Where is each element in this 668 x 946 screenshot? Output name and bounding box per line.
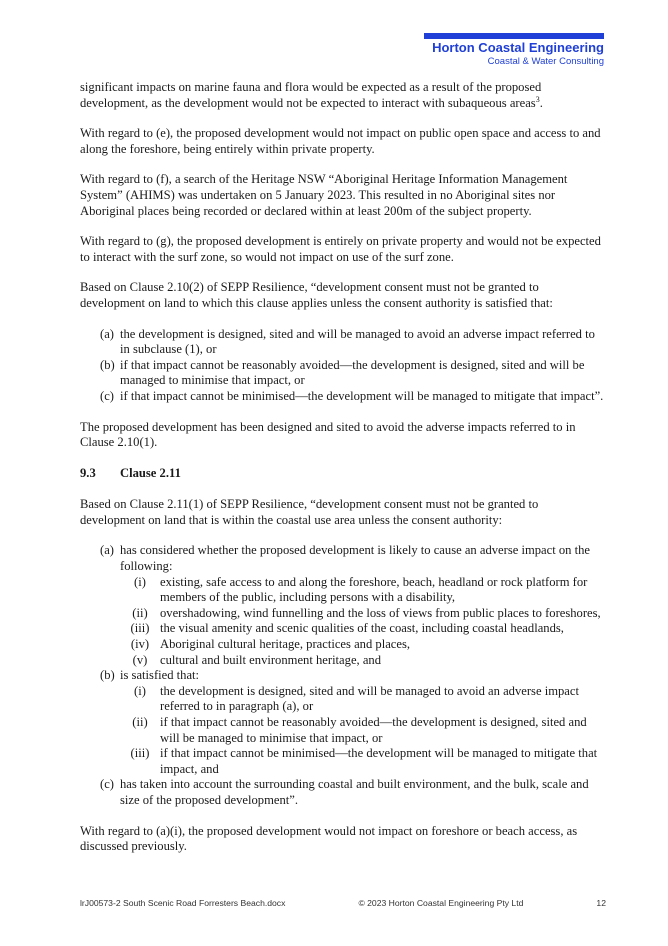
sub-list-item: (v) cultural and built environment heritage, and	[132, 652, 382, 667]
sub-list-item: (iii) the visual amenity and scenic qualities of the coast, including coastal headlands,	[130, 621, 564, 636]
sub-list-item: (ii) overshadowing, wind funnelling and the loss of views from public places to foreshores,	[132, 605, 601, 620]
paragraph: significant impacts on marine fauna and flora would be expected as a result of the proposed development, as the development would not be expected to interact with subaqueous areas$^3$.	[80, 80, 543, 110]
company-brand	[432, 40, 604, 67]
list-item: (b) if that impact cannot be reasonably avoided—the development is designed, sited and will be managed to minimise that impact, or	[100, 357, 585, 388]
list-item: (c) if that impact cannot be minimised—the development will be managed to mitigate that impact”.	[100, 388, 604, 403]
header-accent-bar	[424, 33, 604, 39]
paragraph: Based on Clause 2.11(1) of SEPP Resilience, “development consent must not be granted to development on land that is within the coastal use area unless the consent authority:	[80, 497, 539, 527]
clause-2-10-list	[80, 327, 606, 405]
sub-list-item: (ii) if that impact cannot be reasonably avoided—the development is designed, sited and will be managed to minimise that impact, or	[132, 715, 587, 745]
page-number: 12	[596, 898, 606, 908]
sub-list-item: (i) the development is designed, sited and will be managed to avoid an adverse impact referred to in paragraph (a), or	[134, 683, 579, 714]
footer-filename: lrJ00573-2 South Scenic Road Forresters Beach.docx	[80, 898, 286, 908]
paragraph: With regard to (a)(i), the proposed development would not impact on foreshore or beach access, as discussed previously.	[80, 823, 578, 854]
section-title: Clause 2.11	[120, 465, 181, 480]
footnote-ref[interactable]: 3	[535, 94, 540, 104]
company-name: Horton Coastal Engineering	[432, 40, 604, 55]
sub-list-item: (i) existing, safe access to and along the foreshore, beach, headland or rock platform for members of the public, including persons with a disability,	[134, 574, 588, 605]
list-item: (c) has taken into account the surrounding coastal and built environment, and the bulk, scale and size of the proposed development”.	[100, 777, 589, 807]
list-item: (a) the development is designed, sited and will be managed to avoid an adverse impact referred to in subclause (1), or	[100, 326, 595, 357]
section-number: 9.3	[80, 465, 96, 480]
paragraph: With regard to (g), the proposed development is entirely on private property and would not be expected to interact with the surf zone, so would not impact on use of the surf zone.	[80, 234, 601, 264]
list-item: (a) has considered whether the proposed development is likely to cause an adverse impact on the following:	[100, 543, 591, 574]
list-item: (b) is satisfied that:	[100, 668, 200, 683]
footer-copyright: © 2023 Horton Coastal Engineering Pty Ltd	[358, 898, 524, 908]
company-tagline: Coastal & Water Consulting	[487, 56, 604, 67]
paragraph: With regard to (f), a search of the Heritage NSW “Aboriginal Heritage Information Management System” (AHIMS) was undertaken on 5 January 2023. This resulted in no Aboriginal sites nor Aboriginal places being recorded or declared within at least 200m of the subject property.	[80, 172, 568, 218]
page-footer	[80, 898, 606, 908]
document-body	[80, 80, 606, 855]
sub-list-item: (iii) if that impact cannot be minimised—the development will be managed to mitigate that impact, and	[130, 746, 598, 776]
section-heading	[80, 466, 606, 482]
paragraph: The proposed development has been designed and sited to avoid the adverse impacts referred to in Clause 2.10(1).	[80, 419, 576, 450]
sub-list-item: (iv) Aboriginal cultural heritage, practices and places,	[130, 637, 411, 652]
paragraph: Based on Clause 2.10(2) of SEPP Resilience, “development consent must not be granted to development on land to which this clause applies unless the consent authority is satisfied that:	[80, 280, 553, 310]
paragraph: With regard to (e), the proposed development would not impact on public open space and access to and along the foreshore, being entirely within private property.	[80, 126, 601, 156]
clause-2-11-list	[80, 543, 606, 808]
